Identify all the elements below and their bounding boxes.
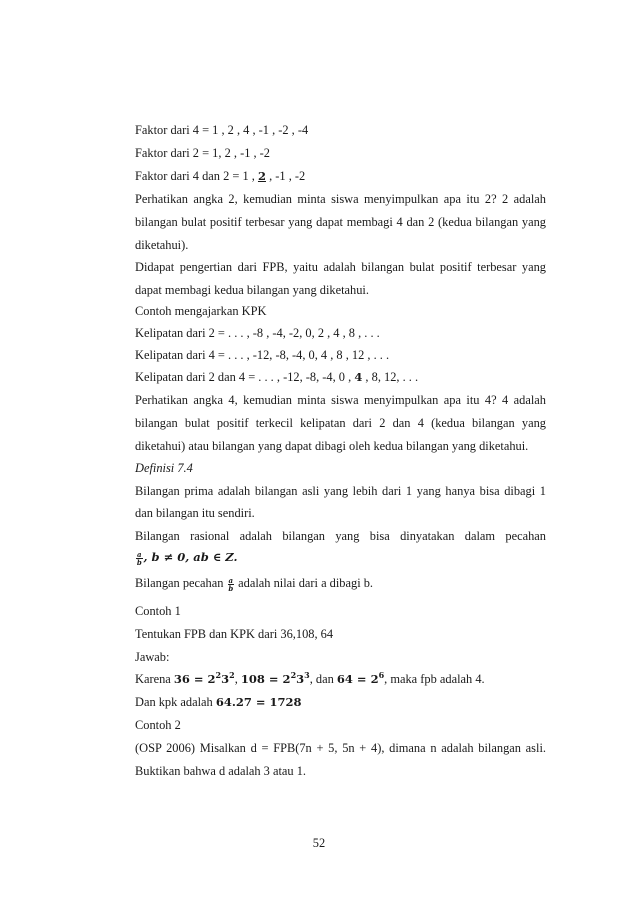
- text-line: dapat membagi kedua bilangan yang diketahui.: [135, 283, 369, 297]
- text-line: Faktor dari 4 dan 2 = 1 , 2 , -1 , -2: [135, 169, 306, 183]
- text-line: Faktor dari 4 = 1 , 2 , 4 , -1 , -2 , -4: [135, 123, 309, 137]
- text-line: Bilangan pecahan $\frac{a}{b}$ adalah nilai dari a dibagi b.: [135, 575, 374, 593]
- math-line: Karena $36 = 2^23^2$, $108 = 2^23^3$, dan $64 = 2^6$, maka fpb adalah 4.: [135, 670, 485, 686]
- text-line: Kelipatan dari 2 = . . . , -8 , -4, -2, 0, 2 , 4 , 8 , . . .: [135, 326, 380, 340]
- text-line: Bilangan prima adalah bilangan asli yang lebih dari 1 yang hanya bisa dibagi 1: [135, 484, 546, 498]
- math-line: $\frac{a}{b}$ , b ≠ 0, ab ∈ Z.: [136, 549, 238, 567]
- text-line: Didapat pengertian dari FPB, yaitu adalah bilangan bulat positif terbesar yang: [135, 260, 546, 274]
- text-line: diketahui) atau bilangan yang dapat dibagi oleh kedua bilangan yang diketahui.: [135, 439, 529, 453]
- text-line: Tentukan FPB dan KPK dari 36,108, 64: [135, 627, 334, 641]
- page-number: 52: [312, 836, 326, 850]
- text-line: Bilangan rasional adalah bilangan yang bisa dinyatakan dalam pecahan: [135, 529, 546, 543]
- text-line: (OSP 2006) Misalkan d = FPB(7n + 5, 5n + 4), dimana n adalah bilangan asli.: [135, 741, 546, 755]
- math-line: Dan kpk adalah 64.27 = 1728: [135, 695, 302, 709]
- text-line: Jawab:: [135, 650, 170, 664]
- text-line: diketahui).: [135, 238, 189, 252]
- definition-heading: Definisi 7.4: [135, 461, 193, 475]
- text-line: Kelipatan dari 2 dan 4 = . . . , -12, -8, -4, 0 , 4 , 8, 12, . . .: [135, 370, 419, 384]
- text-line: Perhatikan angka 2, kemudian minta siswa menyimpulkan apa itu 2? 2 adalah: [135, 192, 546, 206]
- text-line: bilangan bulat positif terkecil kelipatan dari 2 dan 4 (kedua bilangan yang: [135, 416, 546, 430]
- text-line: Contoh 1: [135, 604, 181, 618]
- text-line: Buktikan bahwa d adalah 3 atau 1.: [135, 764, 307, 778]
- text-line: Contoh mengajarkan KPK: [135, 304, 267, 318]
- fraction: $\frac{a}{b}$: [136, 549, 142, 567]
- text-line: bilangan bulat positif terbesar yang dapat membagi 4 dan 2 (kedua bilangan yang: [135, 215, 546, 229]
- fraction: $\frac{a}{b}$: [228, 575, 234, 593]
- text-line: Perhatikan angka 4, kemudian minta siswa menyimpulkan apa itu 4? 4 adalah: [135, 393, 546, 407]
- text-line: dan bilangan itu sendiri.: [135, 506, 255, 520]
- highlight-number: 4: [354, 370, 363, 384]
- text-line: Kelipatan dari 4 = . . . , -12, -8, -4, 0, 4 , 8 , 12 , . . .: [135, 348, 390, 362]
- text-line: Contoh 2: [135, 718, 181, 732]
- text-line: Faktor dari 2 = 1, 2 , -1 , -2: [135, 146, 271, 160]
- highlight-number: 2: [257, 169, 266, 183]
